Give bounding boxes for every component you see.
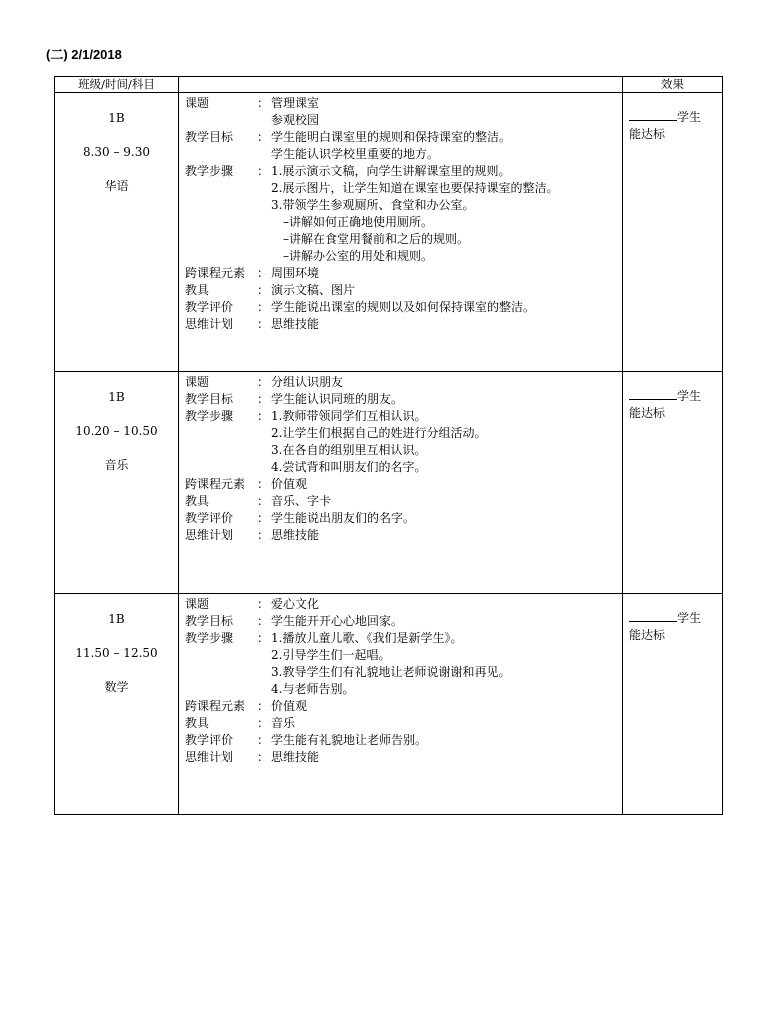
- field-colon: ：: [257, 750, 270, 764]
- field-label: 教学评价: [185, 300, 234, 314]
- field-colon: [257, 180, 271, 197]
- field-label: 教学目标: [185, 130, 234, 144]
- time-label: 10.20 – 10.50: [75, 424, 158, 438]
- field-label: 课题: [185, 597, 210, 611]
- field-colon: ：: [257, 477, 270, 491]
- field-value: 4.与老师告别。: [271, 682, 355, 696]
- field-label: [185, 664, 257, 681]
- field-colon: ：: [257, 528, 270, 542]
- lesson-line: [185, 459, 622, 476]
- header-lesson-content: [179, 77, 623, 93]
- lesson-line: [185, 732, 622, 749]
- field-label: [185, 442, 257, 459]
- lesson-row: [55, 93, 723, 372]
- document-heading: (二) 2/1/2018: [46, 47, 122, 62]
- lesson-row: [55, 372, 723, 594]
- field-colon: ：: [257, 300, 270, 314]
- field-label: 跨课程元素: [185, 266, 246, 280]
- lesson-details-cell: [179, 372, 623, 594]
- field-label: 教具: [185, 494, 210, 508]
- field-value: –讲解办公室的用处和规则。: [283, 249, 434, 263]
- effect-line2: 能达标: [629, 127, 666, 141]
- lesson-line: [185, 265, 622, 282]
- field-value: –讲解如何正确地使用厕所。: [283, 215, 434, 229]
- field-value: 思维技能: [271, 750, 320, 764]
- lesson-line: [185, 299, 622, 316]
- header-class-time-subject: 班级/时间/科目: [55, 77, 179, 93]
- field-colon: ：: [257, 409, 270, 423]
- lesson-line: [185, 391, 622, 408]
- field-value: 1.播放儿童儿歌、《我们是新学生》。: [271, 631, 463, 645]
- field-label: [185, 647, 257, 664]
- field-colon: ：: [257, 266, 270, 280]
- lesson-line: [185, 146, 622, 163]
- lesson-line: [185, 664, 622, 681]
- lesson-line: [185, 527, 622, 544]
- lesson-plan-table: [54, 76, 723, 815]
- field-colon: [257, 425, 271, 442]
- field-colon: [257, 681, 271, 698]
- field-value: –讲解在食堂用餐前和之后的规则。: [283, 232, 470, 246]
- field-label: 教学步骤: [185, 631, 234, 645]
- field-colon: [257, 231, 271, 248]
- table-header-row: [55, 77, 723, 93]
- lesson-line: [185, 163, 622, 180]
- field-label: 教学步骤: [185, 409, 234, 423]
- field-colon: [257, 197, 271, 214]
- lesson-details-cell: [179, 594, 623, 815]
- field-value: 音乐: [271, 716, 296, 730]
- lesson-row: [55, 594, 723, 815]
- lesson-line: [185, 749, 622, 766]
- lesson-line: [185, 510, 622, 527]
- effect-cell: [623, 93, 723, 372]
- field-label: 教学目标: [185, 392, 234, 406]
- lesson-info-cell: [55, 594, 179, 815]
- lesson-line: [185, 630, 622, 647]
- lesson-line: [185, 715, 622, 732]
- field-value: 分组认识朋友: [271, 375, 344, 389]
- field-colon: ：: [257, 699, 270, 713]
- field-label: [185, 459, 257, 476]
- lesson-line: [185, 647, 622, 664]
- time-label: 8.30 – 9.30: [82, 145, 151, 159]
- field-colon: [257, 647, 271, 664]
- lesson-line: [185, 698, 622, 715]
- lesson-line: [185, 282, 622, 299]
- field-value: 学生能认识同班的朋友。: [271, 392, 404, 406]
- time-label: 11.50 – 12.50: [75, 646, 158, 660]
- field-colon: ：: [257, 733, 270, 747]
- field-value: 学生能明白课室里的规则和保持课室的整洁。: [271, 130, 512, 144]
- field-colon: ：: [257, 631, 270, 645]
- lesson-line: [185, 248, 622, 265]
- field-colon: ：: [257, 130, 270, 144]
- field-label: [185, 248, 257, 265]
- lesson-line: [185, 493, 622, 510]
- field-label: [185, 146, 257, 163]
- lesson-line: [185, 442, 622, 459]
- field-colon: [257, 146, 271, 163]
- effect-cell: [623, 594, 723, 815]
- field-label: [185, 681, 257, 698]
- field-value: 周围环境: [271, 266, 320, 280]
- field-label: 思维计划: [185, 750, 234, 764]
- field-value: 演示文稿、图片: [271, 283, 356, 297]
- field-value: 2.展示图片，让学生知道在课室也要保持课室的整洁。: [271, 181, 559, 195]
- fill-in-blank: [629, 608, 677, 622]
- field-value: 4.尝试背和叫朋友们的名字。: [271, 460, 427, 474]
- field-colon: ：: [257, 511, 270, 525]
- lesson-line: [185, 129, 622, 146]
- field-value: 学生能说出朋友们的名字。: [271, 511, 416, 525]
- effect-line2: 能达标: [629, 406, 666, 420]
- field-colon: [257, 459, 271, 476]
- field-colon: [257, 248, 271, 265]
- effect-line2: 能达标: [629, 628, 666, 642]
- field-value: 价值观: [271, 699, 308, 713]
- field-colon: [257, 214, 271, 231]
- header-effect: 效果: [623, 77, 723, 93]
- field-label: 教学评价: [185, 511, 234, 525]
- field-value: 3.教导学生们有礼貌地让老师说谢谢和再见。: [271, 665, 511, 679]
- lesson-details-cell: [179, 93, 623, 372]
- lesson-line: [185, 316, 622, 333]
- field-label: 课题: [185, 96, 210, 110]
- fill-in-blank: [629, 386, 677, 400]
- class-label: 1B: [108, 111, 125, 125]
- field-colon: ：: [257, 494, 270, 508]
- field-value: 学生能说出课室的规则以及如何保持课室的整洁。: [271, 300, 536, 314]
- lesson-line: [185, 613, 622, 630]
- field-colon: ：: [257, 283, 270, 297]
- field-colon: ：: [257, 96, 270, 110]
- field-label: [185, 112, 257, 129]
- class-label: 1B: [108, 612, 125, 626]
- subject-label: 华语: [104, 179, 129, 193]
- class-label: 1B: [108, 390, 125, 404]
- field-label: 教学目标: [185, 614, 234, 628]
- subject-label: 数学: [104, 680, 129, 694]
- lesson-line: [185, 95, 622, 112]
- field-label: 思维计划: [185, 317, 234, 331]
- field-value: 价值观: [271, 477, 308, 491]
- field-colon: [257, 442, 271, 459]
- effect-suffix: 学生: [677, 389, 702, 403]
- field-value: 思维技能: [271, 528, 320, 542]
- field-value: 学生能有礼貌地让老师告别。: [271, 733, 428, 747]
- field-label: 跨课程元素: [185, 477, 246, 491]
- lesson-line: [185, 425, 622, 442]
- lesson-info-cell: [55, 372, 179, 594]
- lesson-line: [185, 197, 622, 214]
- field-colon: ：: [257, 392, 270, 406]
- field-colon: [257, 112, 271, 129]
- lesson-info-cell: [55, 93, 179, 372]
- field-label: [185, 231, 257, 248]
- field-value: 思维技能: [271, 317, 320, 331]
- field-value: 参观校园: [271, 113, 320, 127]
- field-value: 3.在各自的组别里互相认识。: [271, 443, 427, 457]
- field-label: [185, 425, 257, 442]
- lesson-line: [185, 596, 622, 613]
- effect-suffix: 学生: [677, 110, 702, 124]
- field-label: 教具: [185, 283, 210, 297]
- lesson-line: [185, 408, 622, 425]
- field-label: 思维计划: [185, 528, 234, 542]
- field-label: 教学评价: [185, 733, 234, 747]
- field-label: [185, 180, 257, 197]
- field-colon: ：: [257, 597, 270, 611]
- lesson-line: [185, 214, 622, 231]
- field-value: 2.让学生们根据自己的姓进行分组活动。: [271, 426, 487, 440]
- subject-label: 音乐: [104, 458, 129, 472]
- field-label: 课题: [185, 375, 210, 389]
- lesson-line: [185, 374, 622, 391]
- lesson-line: [185, 476, 622, 493]
- field-value: 3.带领学生参观厕所、食堂和办公室。: [271, 198, 475, 212]
- effect-cell: [623, 372, 723, 594]
- field-colon: ：: [257, 614, 270, 628]
- field-colon: [257, 664, 271, 681]
- fill-in-blank: [629, 107, 677, 121]
- field-label: 教具: [185, 716, 210, 730]
- field-value: 1.教师带领同学们互相认识。: [271, 409, 427, 423]
- field-label: 教学步骤: [185, 164, 234, 178]
- lesson-line: [185, 180, 622, 197]
- field-value: 1.展示演示文稿，向学生讲解课室里的规则。: [271, 164, 511, 178]
- field-value: 爱心文化: [271, 597, 320, 611]
- field-colon: ：: [257, 164, 270, 178]
- field-value: 管理课室: [271, 96, 320, 110]
- lesson-line: [185, 231, 622, 248]
- lesson-line: [185, 681, 622, 698]
- lesson-line: [185, 112, 622, 129]
- field-value: 2.引导学生们一起唱。: [271, 648, 391, 662]
- field-colon: ：: [257, 375, 270, 389]
- field-colon: ：: [257, 317, 270, 331]
- field-label: [185, 214, 257, 231]
- field-value: 学生能开开心心地回家。: [271, 614, 404, 628]
- field-value: 学生能认识学校里重要的地方。: [271, 147, 440, 161]
- field-value: 音乐、字卡: [271, 494, 332, 508]
- field-colon: ：: [257, 716, 270, 730]
- field-label: [185, 197, 257, 214]
- field-label: 跨课程元素: [185, 699, 246, 713]
- effect-suffix: 学生: [677, 611, 702, 625]
